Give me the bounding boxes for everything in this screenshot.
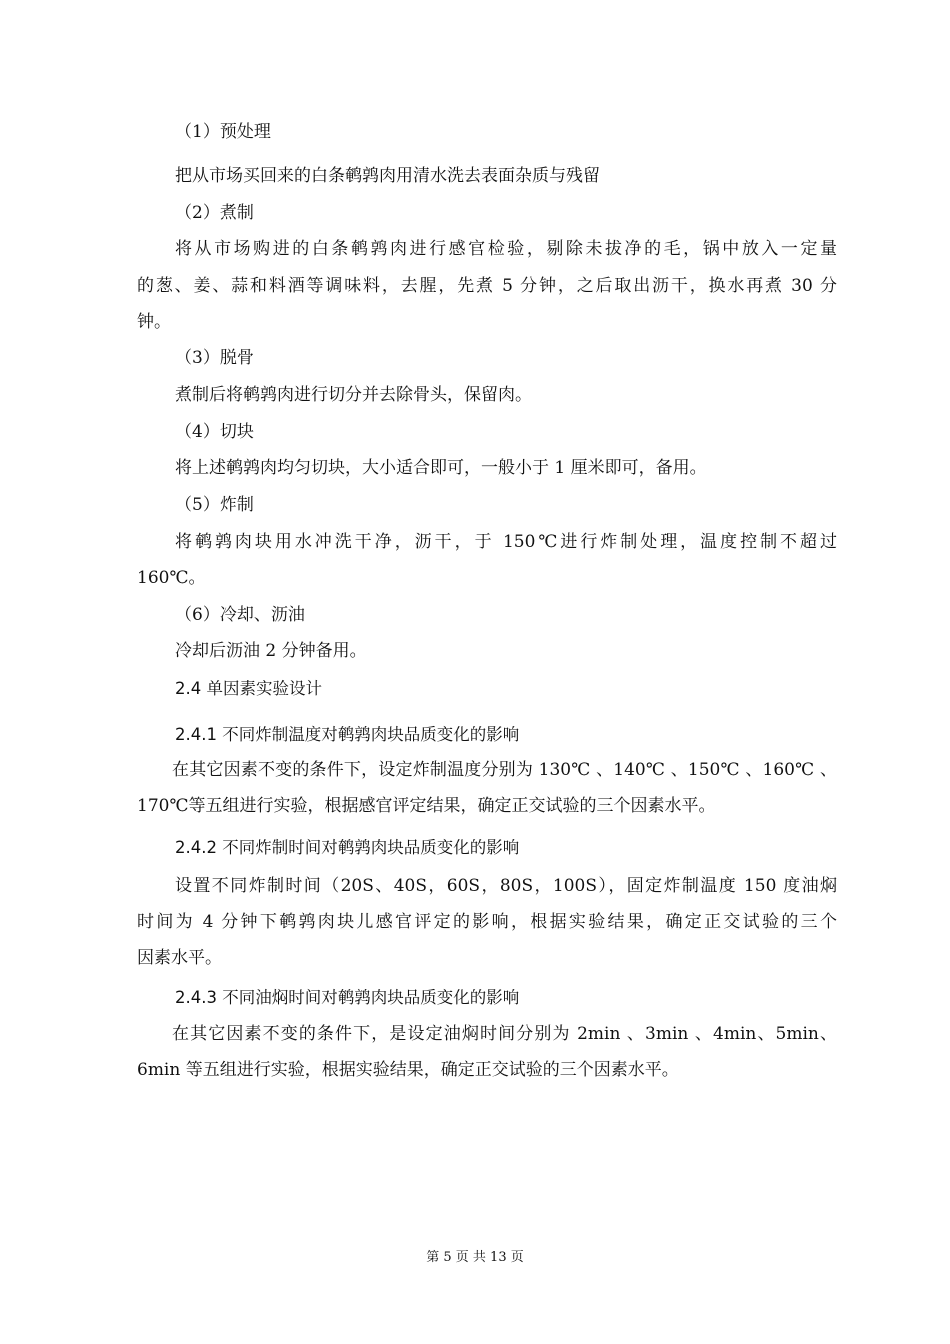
paragraph-2-4-2-line2: 时间为 4 分钟下鹌鹑肉块儿感官评定的影响，根据实验结果，确定正交试验的三个 [137,912,837,932]
step4-body: 将上述鹌鹑肉均匀切块，大小适合即可，一般小于 1 厘米即可，备用。 [175,458,707,478]
section-heading-2-4-2: 2.4.2 不同炸制时间对鹌鹑肉块品质变化的影响 [175,838,520,857]
step5-body-line1: 将鹌鹑肉块用水冲洗干净，沥干，于 150℃进行炸制处理，温度控制不超过 [175,532,837,552]
step2-body-line1: 将从市场购进的白条鹌鹑肉进行感官检验，剔除未拔净的毛，锅中放入一定量 [175,239,837,259]
step3-body: 煮制后将鹌鹑肉进行切分并去除骨头，保留肉。 [175,385,532,405]
step3-title: （3）脱骨 [175,348,254,368]
step6-body: 冷却后沥油 2 分钟备用。 [175,641,367,661]
paragraph-2-4-1-line2: 170℃等五组进行实验，根据感官评定结果，确定正交试验的三个因素水平。 [137,796,716,816]
paragraph-2-4-1-line1: 在其它因素不变的条件下，设定炸制温度分别为 130℃ 、140℃ 、150℃ 、160℃ 、 [172,760,837,780]
step1-body: 把从市场买回来的白条鹌鹑肉用清水洗去表面杂质与残留 [175,166,600,186]
paragraph-2-4-3-line1: 在其它因素不变的条件下，是设定油焖时间分别为 2min 、3min 、4min、5min、 [172,1024,837,1044]
paragraph-2-4-2-line3: 因素水平。 [137,948,222,968]
page-footer: 第 5 页 共 13 页 [426,1250,524,1265]
step4-title: （4）切块 [175,422,254,442]
step2-body-line3: 钟。 [137,312,171,332]
step5-body-line2: 160℃。 [137,568,206,588]
section-heading-2-4-1: 2.4.1 不同炸制温度对鹌鹑肉块品质变化的影响 [175,725,520,744]
section-heading-2-4-3: 2.4.3 不同油焖时间对鹌鹑肉块品质变化的影响 [175,988,520,1007]
paragraph-2-4-2-line1: 设置不同炸制时间（20S、40S，60S，80S，100S），固定炸制温度 150 度油焖 [175,876,837,896]
section-heading-2-4: 2.4 单因素实验设计 [175,679,322,698]
step5-title: （5）炸制 [175,495,254,515]
step6-title: （6）冷却、沥油 [175,605,305,625]
step2-body-line2: 的葱、姜、蒜和料酒等调味料，去腥，先煮 5 分钟，之后取出沥干，换水再煮 30 分 [137,276,837,296]
paragraph-2-4-3-line2: 6min 等五组进行实验，根据实验结果，确定正交试验的三个因素水平。 [137,1060,679,1080]
step1-title: （1）预处理 [175,122,271,142]
step2-title: （2）煮制 [175,203,254,223]
